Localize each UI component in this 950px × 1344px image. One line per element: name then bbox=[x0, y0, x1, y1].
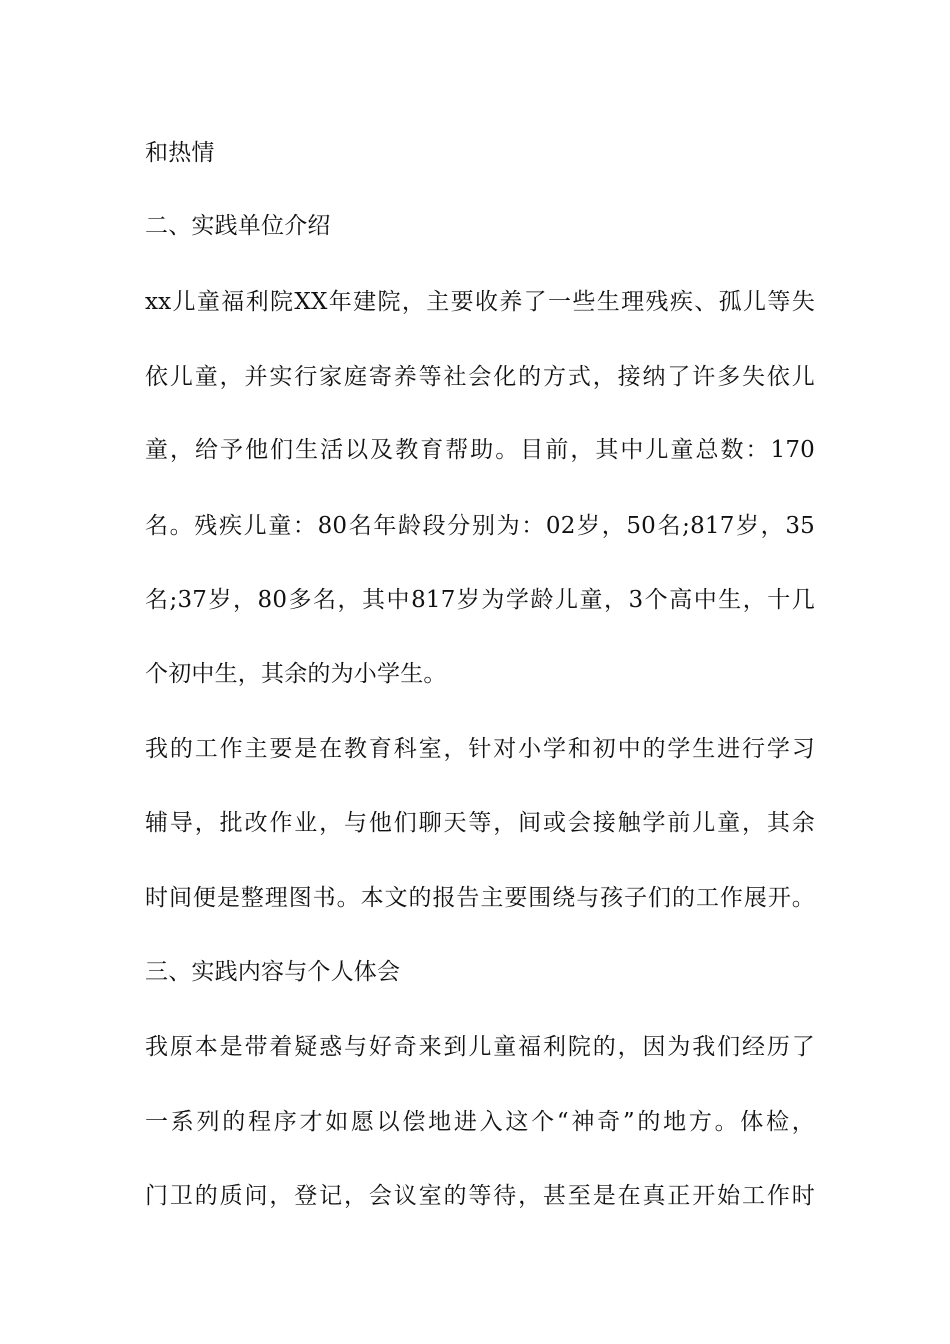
section-heading-2: 二、实践单位介绍 bbox=[145, 213, 331, 239]
paragraph-line-3: xx儿童福利院XX年建院，主要收养了一些生理残疾、孤儿等失 bbox=[145, 289, 815, 315]
paragraph-line-6: 名。残疾儿童：80名年龄段分别为：02岁，50名;817岁，35 bbox=[145, 513, 815, 539]
paragraph-line-5: 童，给予他们生活以及教育帮助。目前，其中儿童总数：170 bbox=[145, 437, 815, 463]
paragraph-line-4: 依儿童，并实行家庭寄养等社会化的方式，接纳了许多失依儿 bbox=[145, 364, 815, 390]
paragraph-line-7: 名;37岁，80多名，其中817岁为学龄儿童，3个高中生，十几 bbox=[145, 587, 815, 613]
paragraph-line-14: 一系列的程序才如愿以偿地进入这个“神奇”的地方。体检， bbox=[145, 1109, 815, 1135]
section-heading-3: 三、实践内容与个人体会 bbox=[145, 959, 401, 985]
paragraph-line-15: 门卫的质问，登记，会议室的等待，甚至是在真正开始工作时 bbox=[145, 1183, 815, 1209]
paragraph-line-9: 我的工作主要是在教育科室，针对小学和初中的学生进行学习 bbox=[145, 736, 815, 762]
paragraph-line-10: 辅导，批改作业，与他们聊天等，间或会接触学前儿童，其余 bbox=[145, 810, 815, 836]
paragraph-line-13: 我原本是带着疑惑与好奇来到儿童福利院的，因为我们经历了 bbox=[145, 1034, 815, 1060]
paragraph-line-11: 时间便是整理图书。本文的报告主要围绕与孩子们的工作展开。 bbox=[145, 885, 815, 911]
paragraph-line-1: 和热情 bbox=[145, 140, 215, 166]
paragraph-line-8: 个初中生，其余的为小学生。 bbox=[145, 661, 447, 687]
